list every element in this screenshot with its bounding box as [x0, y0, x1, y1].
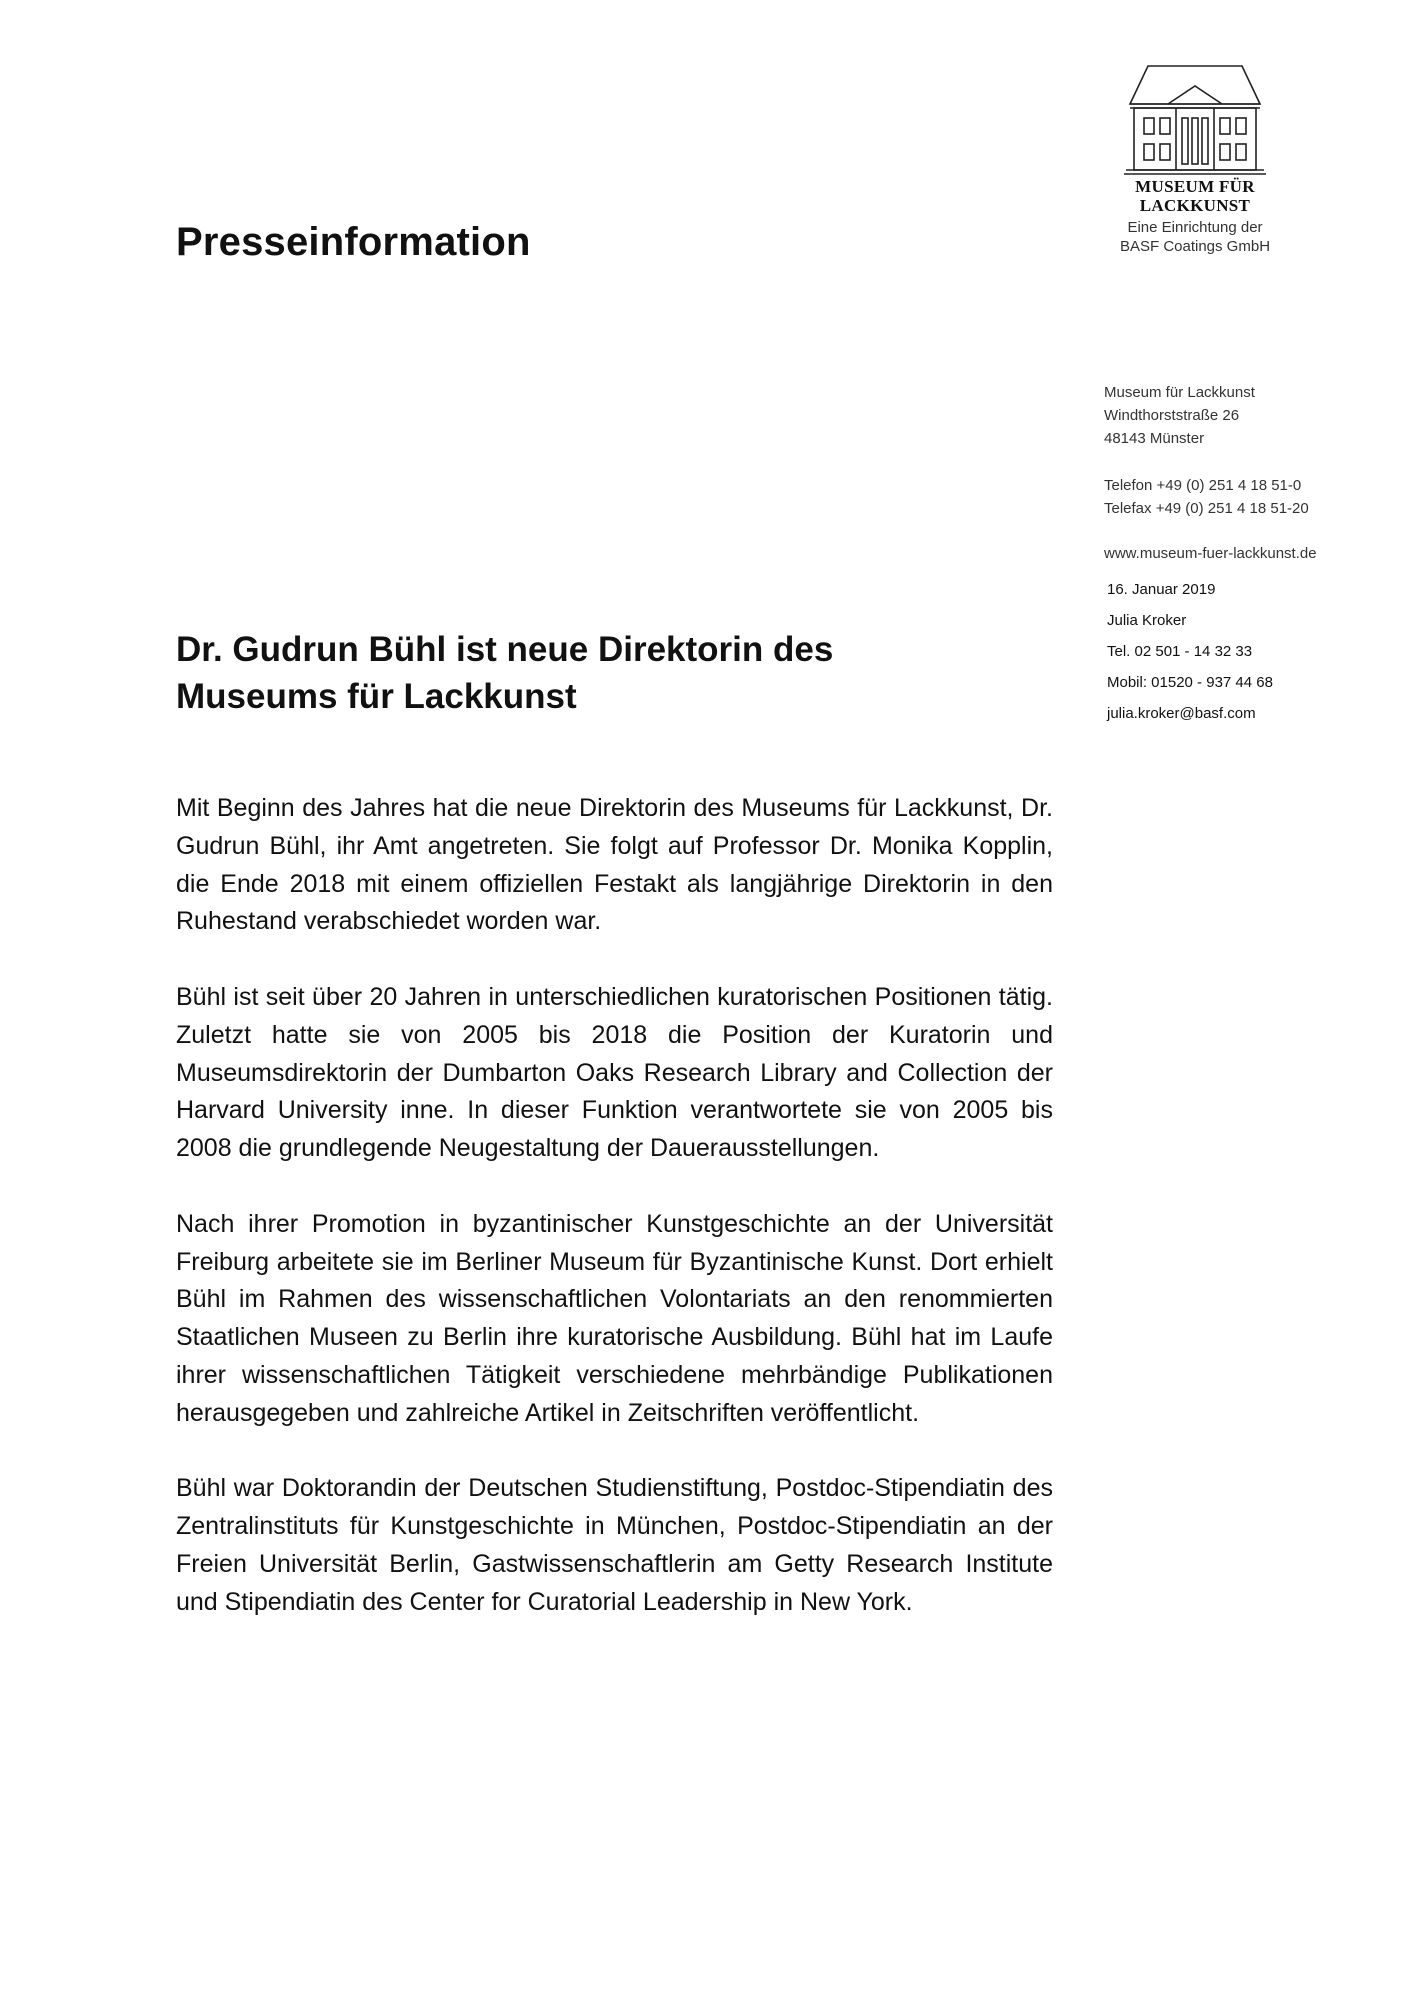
- fax-line: Telefax +49 (0) 251 4 18 51-20: [1104, 500, 1309, 517]
- body-paragraph: Bühl ist seit über 20 Jahren in unterschiedlichen kuratorischen Positionen tätig. Zuletzt hatte sie von 2005 bis 2018 die Position der Kuratorin und Museumsdirektorin der Dumbarton Oaks Research Library and Collection der Harvard University inne. In dieser Funktion verantwortete sie von 2005 bis 2008 die grundlegende Neugestaltung der Dauerausstellungen.: [176, 982, 1053, 1163]
- website-link[interactable]: www.museum-fuer-lackkunst.de: [1104, 545, 1317, 562]
- contact-tel: Tel. 02 501 - 14 32 33: [1107, 643, 1253, 660]
- press-date: 16. Januar 2019: [1107, 581, 1216, 598]
- museum-logo: [1105, 60, 1285, 256]
- address-line: 48143 Münster: [1104, 430, 1205, 447]
- headline-line-1: Dr. Gudrun Bühl ist neue Direktorin des: [176, 630, 834, 669]
- logo-name-line-1: MUSEUM FÜR: [1135, 177, 1255, 196]
- logo-subtitle: [1105, 218, 1285, 256]
- contact-email[interactable]: julia.kroker@basf.com: [1107, 705, 1256, 722]
- body-paragraph: Nach ihrer Promotion in byzantinischer Kunstgeschichte an der Universität Freiburg arbeitete sie im Berliner Museum für Byzantinische Kunst. Dort erhielt Bühl im Rahmen des wissenschaftlichen Volontariats an den renommierten Staatlichen Museen zu Berlin ihre kuratorische Ausbildung. Bühl hat im Laufe ihrer wissenschaftlichen Tätigkeit verschiedene mehrbändige Publikationen herausgegeben und zahlreiche Artikel in Zeitschriften veröffentlicht.: [176, 1209, 1053, 1427]
- logo-name-line-2: LACKKUNST: [1139, 196, 1251, 215]
- address-line: Windthorststraße 26: [1104, 407, 1240, 424]
- address-line: Museum für Lackkunst: [1104, 384, 1255, 401]
- museum-building-icon: [1120, 60, 1270, 176]
- museum-phone-numbers: [1104, 474, 1404, 520]
- headline-line-2: Museums für Lackkunst: [176, 677, 577, 716]
- logo-subtitle-line-2: BASF Coatings GmbH: [1119, 238, 1271, 255]
- museum-website: [1104, 542, 1404, 565]
- press-contact: [1107, 574, 1407, 729]
- body-paragraph: Mit Beginn des Jahres hat die neue Direktorin des Museums für Lackkunst, Dr. Gudrun Bühl, ihr Amt angetreten. Sie folgt auf Professor Dr. Monika Kopplin, die Ende 2018 mit einem offiziellen Festakt als langjährige Direktorin in den Ruhestand verabschiedet worden war.: [176, 794, 1053, 936]
- phone-line: Telefon +49 (0) 251 4 18 51-0: [1104, 477, 1302, 494]
- headline: [176, 626, 976, 720]
- logo-subtitle-line-1: Eine Einrichtung der: [1127, 219, 1263, 236]
- contact-person-name: Julia Kroker: [1107, 612, 1187, 629]
- museum-address: [1104, 381, 1404, 450]
- article-body: [176, 790, 1053, 1659]
- document-title: Presseinformation: [176, 220, 531, 264]
- body-paragraph: Bühl war Doktorandin der Deutschen Studienstiftung, Postdoc-Stipendiatin des Zentralinstituts für Kunstgeschichte in München, Postdoc-Stipendiatin an der Freien Universität Berlin, Gastwissenschaftlerin am Getty Research Institute und Stipendiatin des Center for Curatorial Leadership in New York.: [176, 1474, 1053, 1616]
- contact-mobile: Mobil: 01520 - 937 44 68: [1107, 674, 1273, 691]
